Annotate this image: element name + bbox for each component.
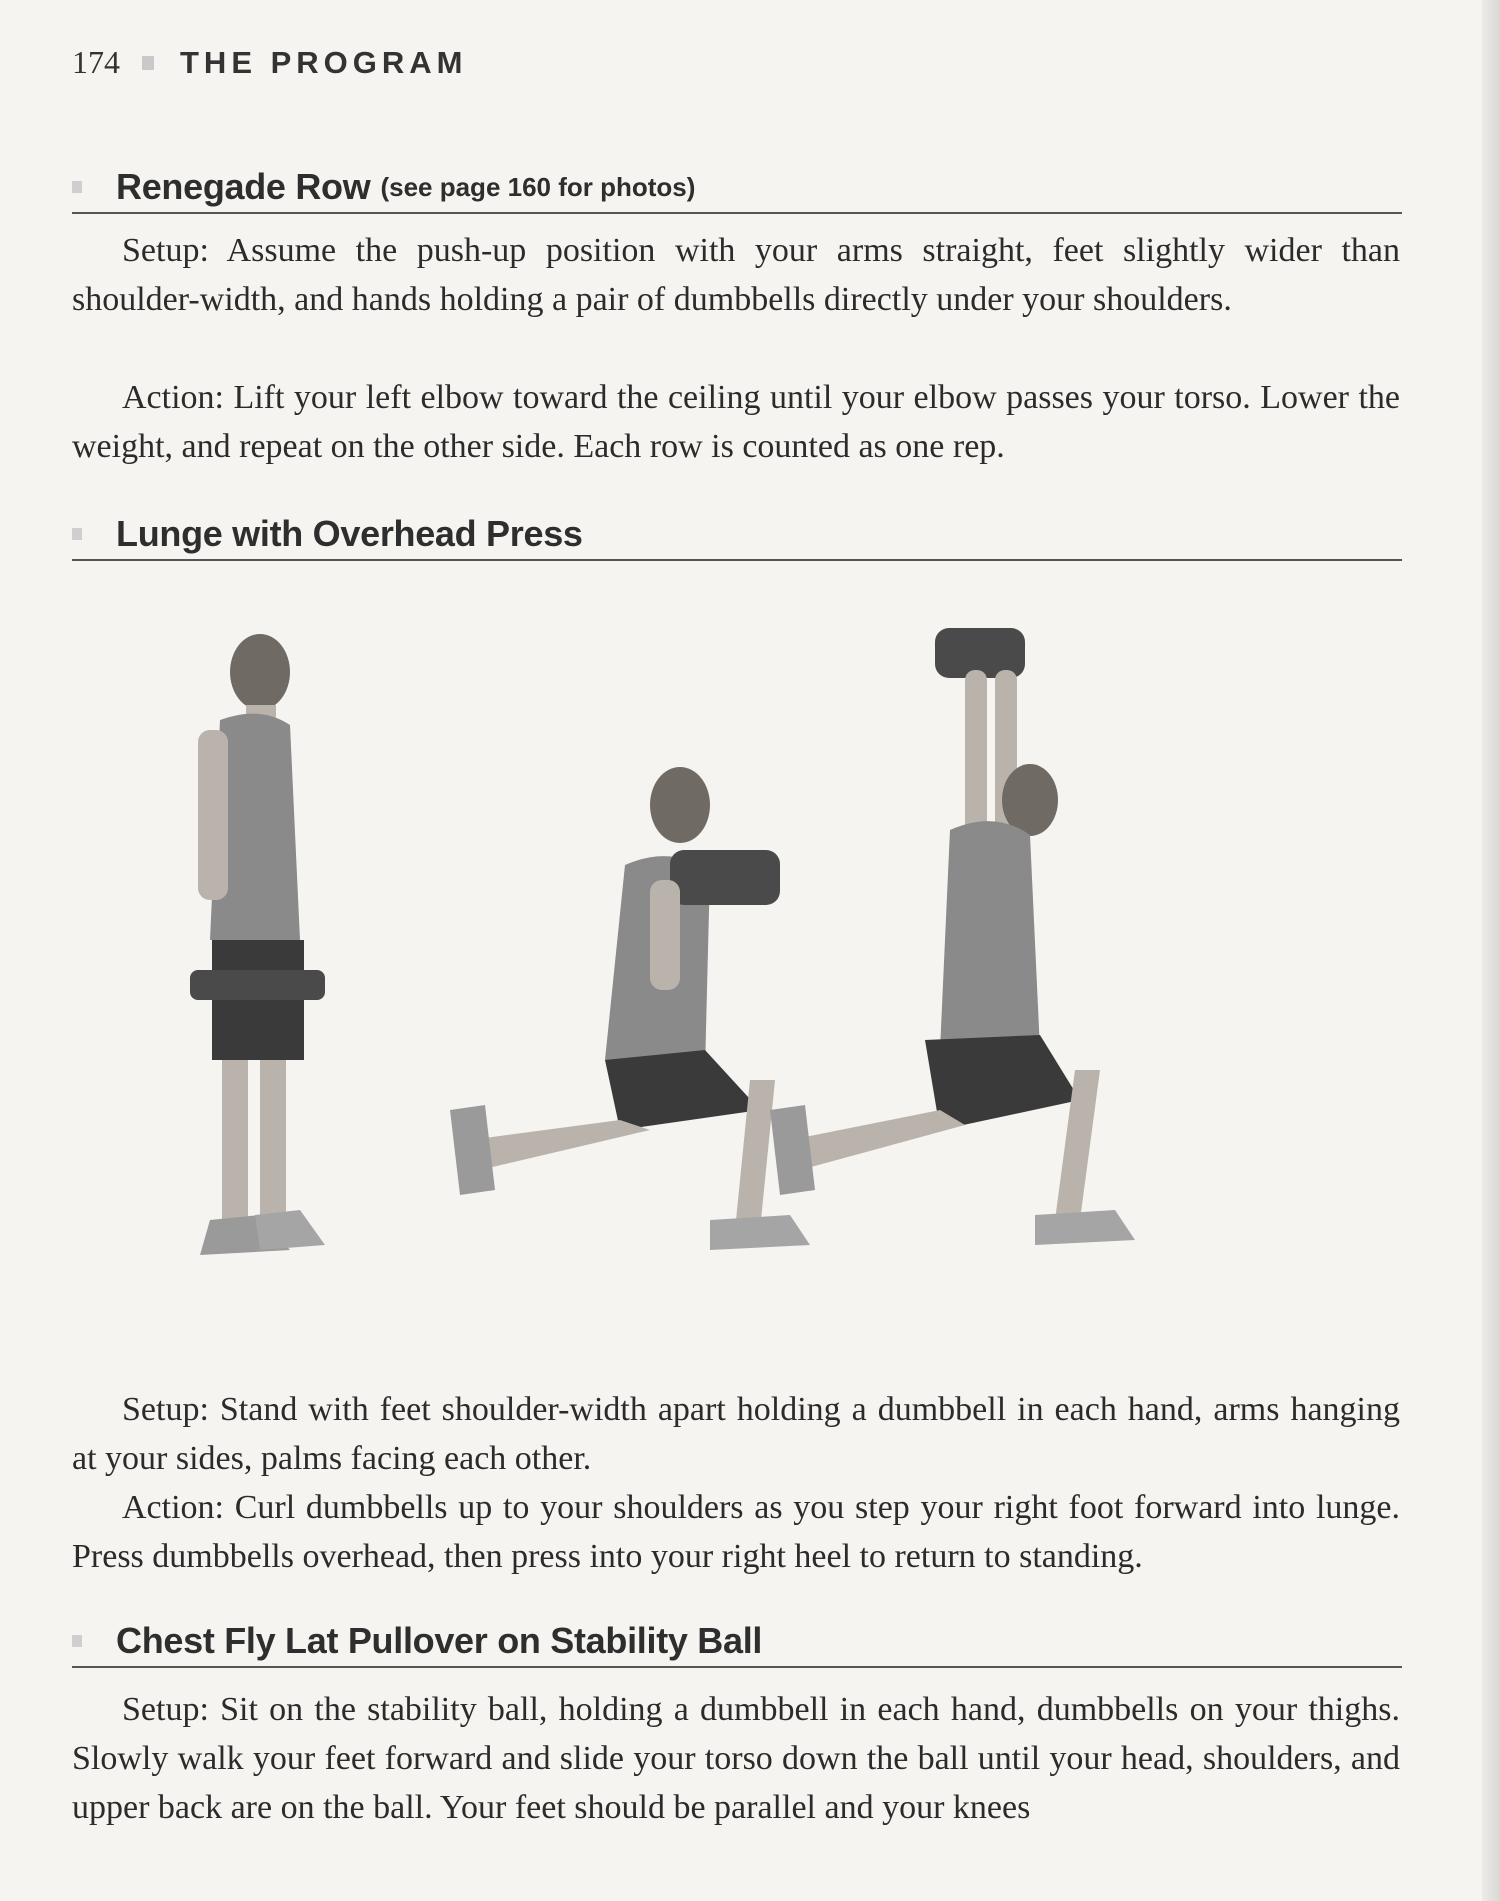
exercise-photo-sequence (150, 610, 1380, 1310)
page-edge (1482, 0, 1500, 1901)
square-bullet-icon (72, 1635, 82, 1647)
action-paragraph: Action: Lift your left elbow toward the ceiling until your elbow passes your torso. Lower the weight, and repeat on the other side. Each row is counted as one rep. (72, 379, 1400, 465)
section-title: Renegade Row (116, 166, 371, 207)
section-heading-lunge (72, 513, 1402, 561)
figure-standing (190, 634, 325, 1255)
setup-paragraph: Setup: Assume the push-up position with your arms straight, feet slightly wider than shoulder-width, and hands holding a pair of dumbbells directly under your shoulders. (72, 232, 1400, 318)
exercise-figures (150, 610, 1380, 1310)
action-paragraph: Action: Curl dumbbells up to your shoulders as you step your right foot forward into lunge. Press dumbbells overhead, then press into your right heel to return to standing. (72, 1489, 1400, 1575)
square-bullet-icon (142, 56, 154, 70)
section-heading-renegade-row (72, 166, 1402, 214)
figure-lunge-curl (450, 767, 810, 1250)
page-number: 174 (72, 44, 120, 80)
figure-lunge-press (770, 628, 1135, 1245)
setup-paragraph: Setup: Stand with feet shoulder-width apart holding a dumbbell in each hand, arms hanging at your sides, palms facing each other. (72, 1391, 1400, 1477)
running-head (72, 44, 468, 81)
square-bullet-icon (72, 181, 82, 193)
running-title: THE PROGRAM (180, 44, 468, 80)
setup-paragraph: Setup: Sit on the stability ball, holding a dumbbell in each hand, dumbbells on your thighs. Slowly walk your feet forward and slide your torso down the ball until your head, shoulders, and upper back are on the ball. Your feet should be parallel and your knees (72, 1691, 1400, 1826)
section-title: Chest Fly Lat Pullover on Stability Ball (116, 1620, 763, 1661)
square-bullet-icon (72, 528, 82, 540)
section-note: (see page 160 for photos) (380, 171, 696, 202)
section-heading-chest-fly (72, 1620, 1402, 1668)
section-title: Lunge with Overhead Press (116, 513, 583, 554)
